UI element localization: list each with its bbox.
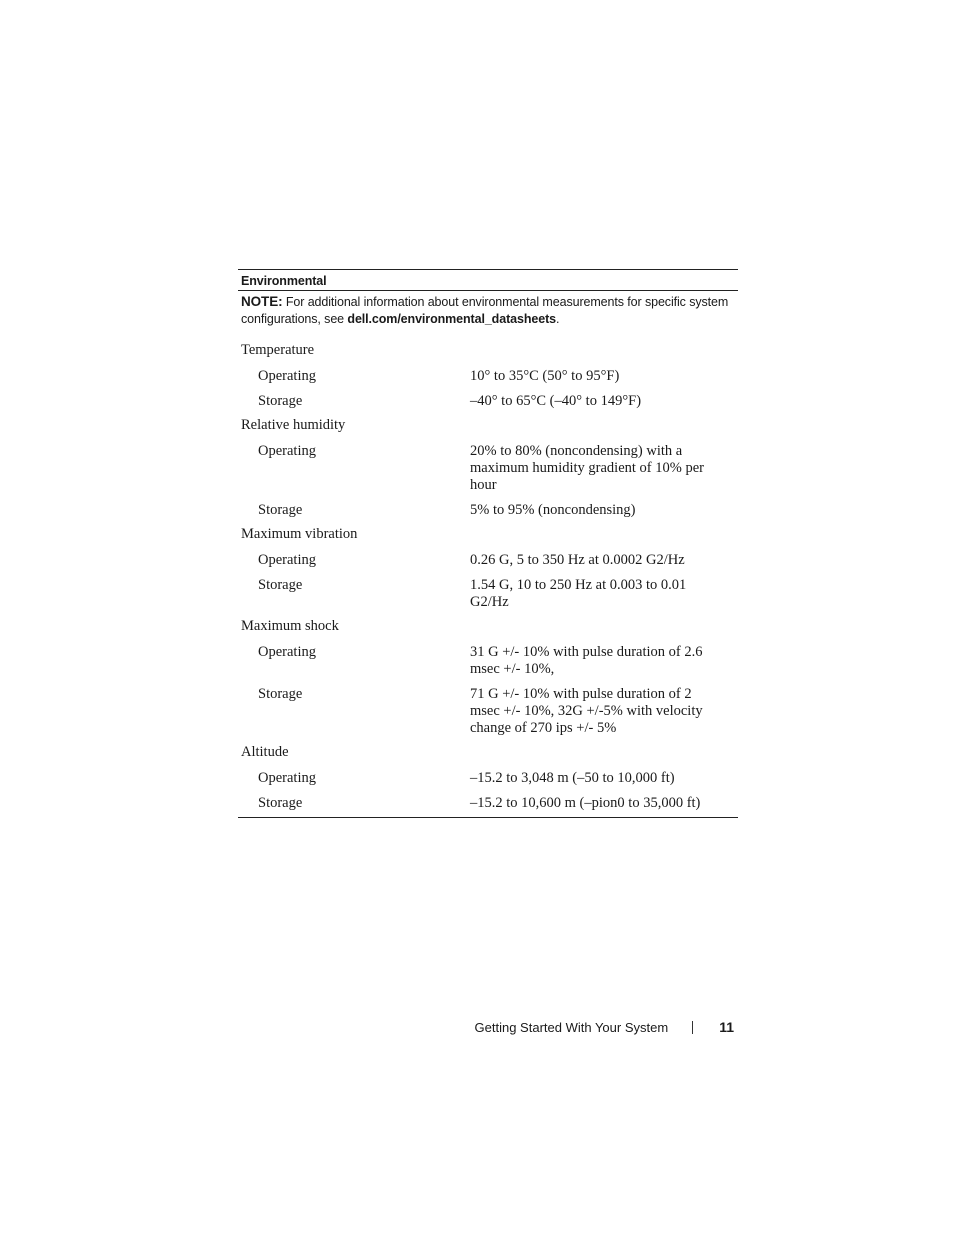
bottom-rule: [238, 817, 738, 818]
note: [238, 291, 738, 335]
spec-row: [238, 435, 738, 494]
spec-label: Operating: [258, 770, 316, 786]
section-title: Environmental: [241, 274, 327, 288]
spec-row: [238, 569, 738, 611]
spec-row: [238, 494, 738, 519]
spec-value: 71 G +/- 10% with pulse duration of 2 msec +/- 10%, 32G +/-5% with velocity change of 270 ips +/- 5%: [470, 686, 703, 736]
page-number: 11: [719, 1019, 734, 1035]
category-maximum-vibration: Maximum vibration: [241, 526, 358, 542]
environmental-spec-table: [238, 269, 738, 818]
spec-row: [238, 762, 738, 787]
spec-value: –15.2 to 10,600 m (–pion0 to 35,000 ft): [470, 795, 701, 811]
spec-value: –40° to 65°C (–40° to 149°F): [470, 393, 642, 409]
note-text: For additional information about environmental measurements for specific system configurations, see: [241, 295, 729, 326]
spec-label: Operating: [258, 644, 316, 660]
page-footer: [475, 1019, 734, 1035]
spec-label: Operating: [258, 552, 316, 568]
category-maximum-shock: Maximum shock: [241, 618, 339, 634]
spec-label: Operating: [258, 368, 316, 384]
footer-title: Getting Started With Your System: [474, 1019, 669, 1035]
spec-row: [238, 787, 738, 812]
spec-value: 5% to 95% (noncondensing): [470, 502, 636, 518]
spec-row: [238, 360, 738, 385]
note-text-end: .: [555, 312, 560, 326]
spec-value: 10° to 35°C (50° to 95°F): [470, 368, 620, 384]
spec-label: Operating: [258, 443, 316, 459]
spec-row: [238, 544, 738, 569]
spec-value: 20% to 80% (noncondensing) with a maximum humidity gradient of 10% per hour: [470, 443, 704, 493]
spec-value: 31 G +/- 10% with pulse duration of 2.6 msec +/- 10%,: [470, 644, 703, 677]
spec-label: Storage: [258, 502, 303, 518]
category-temperature: Temperature: [241, 342, 315, 358]
category-altitude: Altitude: [241, 744, 289, 760]
spec-label: Storage: [258, 686, 303, 702]
spec-value: –15.2 to 3,048 m (–50 to 10,000 ft): [470, 770, 675, 786]
spec-value: 1.54 G, 10 to 250 Hz at 0.003 to 0.01 G2/Hz: [470, 577, 687, 610]
note-link: dell.com/environmental_datasheets: [347, 312, 556, 326]
spec-label: Storage: [258, 393, 303, 409]
spec-row: [238, 678, 738, 737]
footer-separator: [692, 1021, 693, 1034]
spec-value: 0.26 G, 5 to 350 Hz at 0.0002 G2/Hz: [470, 552, 685, 568]
spec-label: Storage: [258, 577, 303, 593]
note-label: NOTE:: [241, 294, 283, 309]
spec-label: Storage: [258, 795, 303, 811]
category-relative-humidity: Relative humidity: [241, 417, 346, 433]
spec-row: [238, 636, 738, 678]
spec-row: [238, 385, 738, 410]
